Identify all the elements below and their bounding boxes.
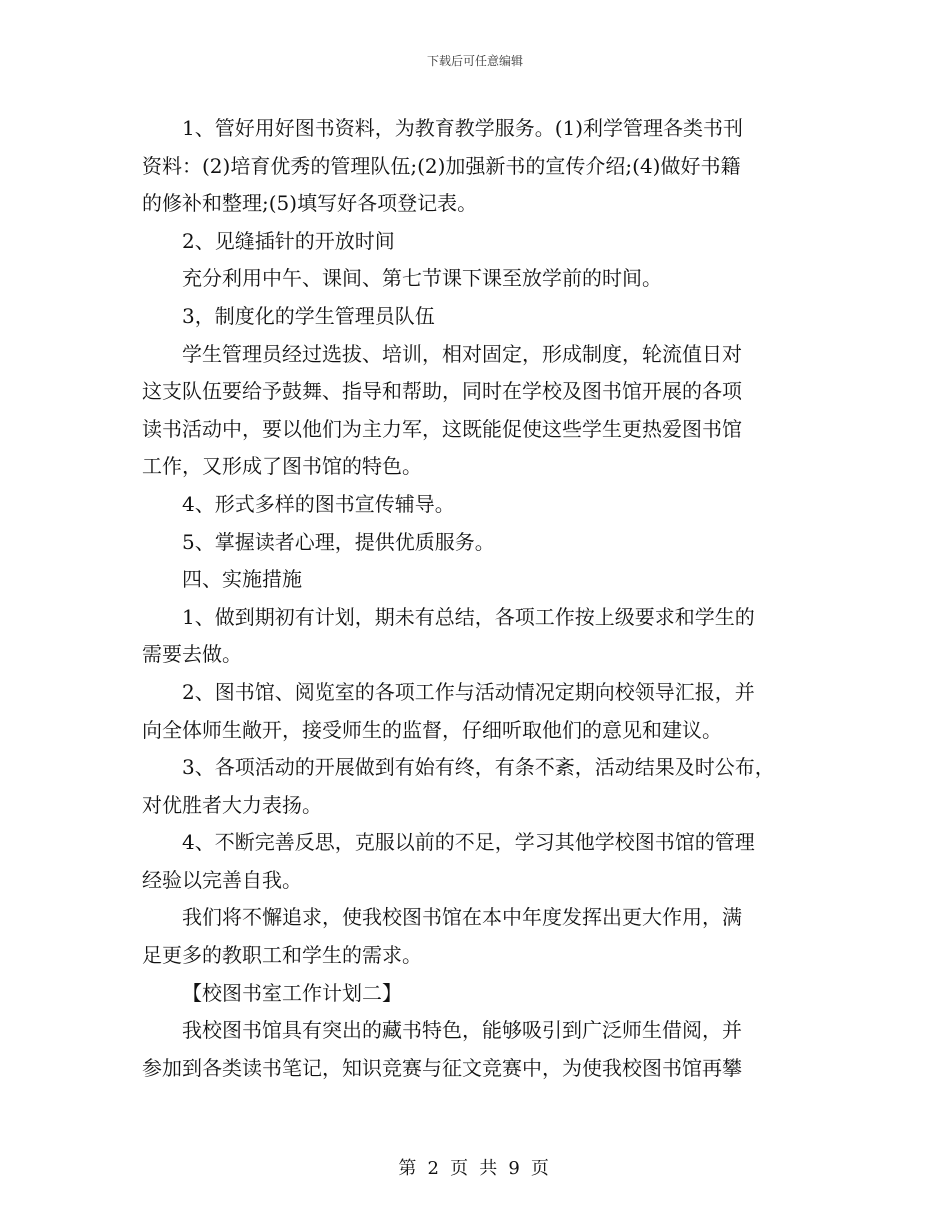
page-footer: 第 2 页 共 9 页 (398, 1158, 552, 1179)
text-line: 1、管好用好图书资料，为教育教学服务。(1)利学管理各类书刊 (182, 116, 744, 140)
text-line: 学生管理员经过选拔、培训，相对固定，形成制度，轮流值日对 (182, 341, 742, 366)
paragraph (142, 899, 810, 974)
text-line: 3、各项活动的开展做到有始有终，有条不紊，活动结果及时公布， (182, 755, 775, 780)
text-line: 3，制度化的学生管理员队伍 (182, 303, 435, 328)
paragraph (142, 749, 810, 824)
paragraph (142, 599, 810, 674)
text-line: 5、掌握读者心理，提供优质服务。 (182, 529, 495, 554)
paragraph (142, 1012, 810, 1087)
text-line: 充分利用中午、课间、第七节课下课至放学前的时间。 (182, 266, 662, 291)
text-line: 需要去做。 (142, 642, 242, 667)
text-line: 【校图书室工作计划二】 (182, 980, 402, 1005)
text-line: 1、做到期初有计划，期未有总结，各项工作按上级要求和学生的 (182, 604, 755, 629)
text-line: 我们将不懈追求，使我校图书馆在本中年度发挥出更大作用，满 (182, 905, 742, 930)
text-line: 足更多的教职工和学生的需求。 (142, 943, 422, 968)
text-line: 向全体师生敞开，接受师生的监督，仔细听取他们的意见和建议。 (142, 717, 722, 742)
paragraph (142, 223, 810, 261)
text-line: 对优胜者大力表扬。 (142, 792, 322, 817)
paragraph (142, 486, 810, 524)
paragraph (142, 336, 810, 486)
text-line: 读书活动中，要以他们为主力军，这既能促使这些学生更热爱图书馆 (142, 416, 742, 441)
text-line: 2、见缝插针的开放时间 (182, 228, 395, 253)
paragraph (142, 110, 810, 223)
text-line: 的修补和整理;(5)填写好各项登记表。 (142, 191, 478, 216)
text-line: 经验以完善自我。 (142, 867, 302, 892)
paragraph (142, 975, 810, 1013)
paragraph (142, 674, 810, 749)
paragraph (142, 524, 810, 562)
text-line: 4、形式多样的图书宣传辅导。 (182, 491, 455, 516)
document-body (142, 110, 810, 1087)
paragraph (142, 824, 810, 899)
text-line: 资料：(2)培育优秀的管理队伍;(2)加强新书的宣传介绍;(4)做好书籍 (142, 153, 741, 178)
text-line: 这支队伍要给予鼓舞、指导和帮助，同时在学校及图书馆开展的各项 (142, 379, 742, 404)
text-line: 4、不断完善反思，克服以前的不足，学习其他学校图书馆的管理 (182, 830, 755, 855)
text-line: 参加到各类读书笔记，知识竞赛与征文竞赛中，为使我校图书馆再攀 (142, 1055, 742, 1080)
paragraph (142, 260, 810, 298)
paragraph (142, 298, 810, 336)
text-line: 四、实施措施 (182, 567, 302, 592)
text-line: 2、图书馆、阅览室的各项工作与活动情况定期向校领导汇报，并 (182, 679, 755, 704)
page-header: 下载后可任意编辑 (426, 54, 523, 68)
text-line: 工作，又形成了图书馆的特色。 (142, 454, 422, 479)
text-line: 我校图书馆具有突出的藏书特色，能够吸引到广泛师生借阅，并 (182, 1018, 742, 1043)
paragraph (142, 561, 810, 599)
